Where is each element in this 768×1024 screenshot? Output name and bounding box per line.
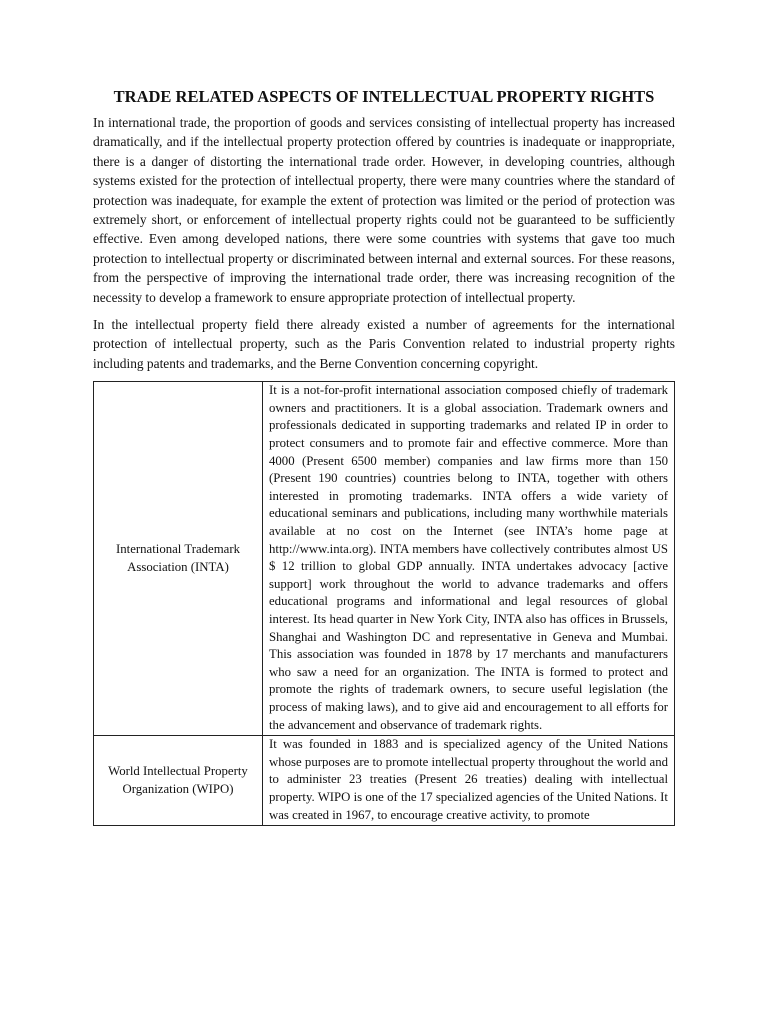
document-page [93, 86, 675, 826]
org-name-cell: International Trademark Association (INTA) [94, 382, 263, 736]
document-title: TRADE RELATED ASPECTS OF INTELLECTUAL PROPERTY RIGHTS [113, 87, 655, 106]
table-row [94, 736, 675, 826]
org-description-text: It was founded in 1883 and is specialized agency of the United Nations whose purposes are to promote intellectual property throughout the world and to administer 23 treaties (Present 26 treaties) dealing with intellectual property. WIPO is one of the 17 specialized agencies of the United Nations. It was created in 1967, to encourage creative activity, to promote [269, 737, 668, 822]
org-name-cell: World Intellectual Property Organization (WIPO) [94, 736, 263, 826]
org-description-cell: It is a not-for-profit international association composed chiefly of trademark owners and practitioners. It is a global association. Trademark owners and professionals dedicated in supporting trademarks and related IP in order to protect consumers and to promote fair and effective commerce. More than 4000 (Present 6500 member) companies and law firms more than 150 (Present 190 countries) countries belong to INTA, together with others interested in promoting trademarks. INTA offers a wide variety of educational seminars and publications, including many worthwhile materials available at no cost on the Internet (see INTA’s home page at http://www.inta.org). INTA members have collectively contributes almost US $ 12 trillion to global GDP annually. INTA undertakes advocacy [active support] work throughout the world to advance trademarks and offers educational programs and informational and legal resources of global interest. Its head quarter in New York City, INTA also has offices in Brussels, Shanghai and Washington DC and representative in Geneva and Mumbai. This association was founded in 1878 by 17 merchants and manufacturers who saw a need for an organization. The INTA is formed to protect and promote the rights of trademark owners, to secure useful legislation (the process of making laws), and to give aid and encouragement to all efforts for the advancement and observance of trademark rights. [263, 382, 675, 736]
org-description-cell [263, 736, 675, 826]
table-row [94, 382, 675, 736]
organizations-table [93, 381, 675, 826]
agreements-paragraph: In the intellectual property field there already existed a number of agreements for the international protection of intellectual property, such as the Paris Convention related to industrial property rights including patents and trademarks, and the Berne Convention concerning copyright. [93, 317, 675, 371]
intro-paragraph: In international trade, the proportion of goods and services consisting of intellectual property has increased dramatically, and if the intellectual property protection offered by countries is inadequate or inappropriate, there is a danger of distorting the international trade order. However, in developing countries, although systems existed for the protection of intellectual property, there were many countries where the standard of protection was inadequate, for example the extent of protection was limited or the period of protection was extremely short, or enforcement of intellectual property rights could not be guaranteed to be sufficiently effective. Even among developed nations, there were some countries with systems that gave too much protection to intellectual property or discriminated between internal and external sources. For these reasons, from the perspective of improving the international trade order, there was increasing recognition of the necessity to develop a framework to ensure appropriate protection of intellectual property. [93, 115, 675, 305]
